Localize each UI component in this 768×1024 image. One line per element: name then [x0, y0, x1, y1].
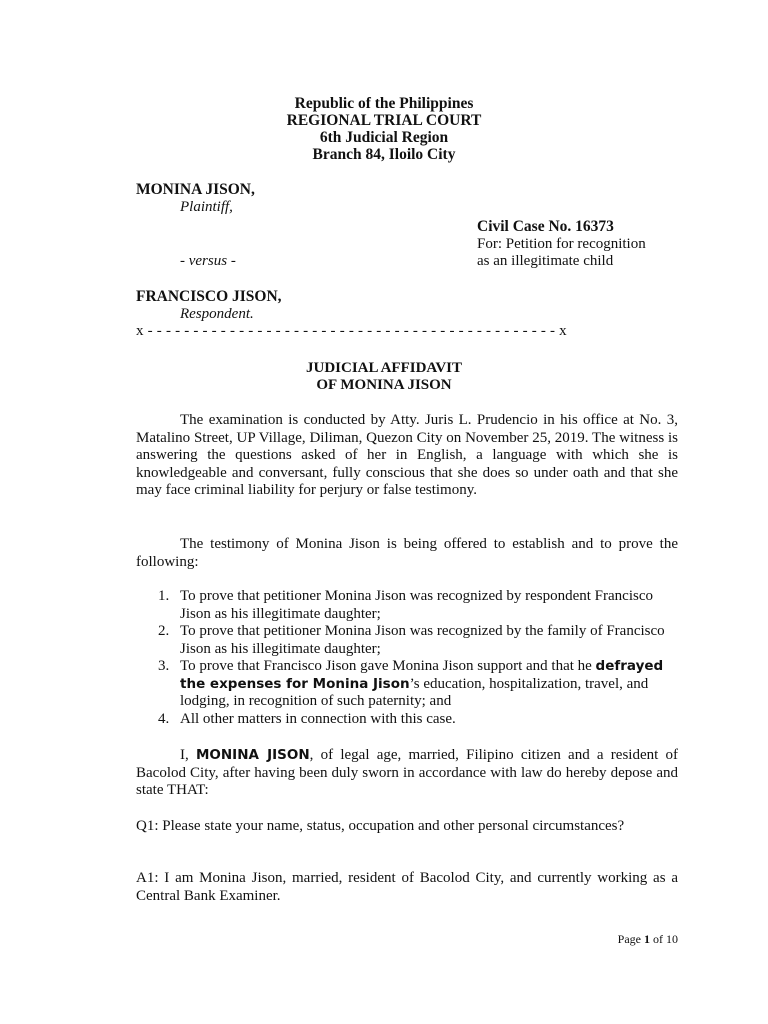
deposition-text: , of legal age, married, Filipino citizen and a resident of Bacolod City, after having been duly sworn in accordance with law do hereby depose and state THAT: — [136, 747, 678, 798]
header-branch: Branch 84, Iloilo City — [312, 146, 456, 163]
list-item-text: All other matters in connection with this case. — [180, 710, 456, 727]
affiant-name: MONINA JISON — [195, 747, 310, 763]
header-republic: Republic of the Philippines — [294, 95, 474, 112]
respondent-role: Respondent. — [180, 306, 254, 322]
deposition-paragraph — [136, 747, 678, 800]
list-item — [136, 588, 678, 623]
list-item-text-after: ’s education, hospitalization, travel, and lodging, in recognition of such paternity; and — [180, 675, 649, 709]
list-item — [136, 658, 678, 711]
case-nature-line2: as an illegitimate child — [477, 253, 614, 269]
question-1: Q1: Please state your name, status, occupation and other personal circumstances? — [136, 818, 625, 834]
case-number: Civil Case No. 16373 — [477, 218, 614, 235]
list-item-number: 4. — [158, 710, 170, 727]
list-item-number: 1. — [158, 588, 170, 604]
list-item-text: To prove that petitioner Monina Jison was recognized by the family of Francisco Jison as his illegitimate daughter; — [180, 623, 665, 657]
page-footer — [618, 932, 678, 947]
list-item-text-before: To prove that Francisco Jison gave Monina Jison support and that he — [180, 658, 596, 674]
versus-label: - versus - — [180, 253, 236, 269]
case-nature-line1: For: Petition for recognition — [477, 236, 646, 252]
deposition-prefix: I, — [180, 747, 196, 763]
list-item — [136, 623, 678, 658]
list-item — [136, 711, 678, 729]
page-total: 10 — [666, 932, 678, 946]
intro-text: The examination is conducted by Atty. Juris L. Prudencio in his office at No. 3, Matalino Street, UP Village, Diliman, Quezon City on November 25, 2019. The witness is answering the questions asked of her in English, a language with which she is knowledgeable and conversant, fully conscious that she does so under oath and that she may face criminal liability for perjury or false testimony. — [136, 412, 678, 498]
plaintiff-name: MONINA JISON, — [136, 181, 255, 198]
purposes-list — [136, 588, 678, 728]
affidavit-title: JUDICIAL AFFIDAVIT — [305, 360, 462, 376]
header-region: 6th Judicial Region — [319, 129, 449, 146]
plaintiff-role: Plaintiff, — [180, 199, 233, 215]
page-label: Page — [617, 932, 641, 946]
affidavit-subtitle: OF MONINA JISON — [316, 377, 452, 393]
page-number: 1 — [644, 932, 650, 946]
purpose-intro-paragraph — [136, 536, 678, 571]
purpose-intro-text: The testimony of Monina Jison is being offered to establish and to prove the following: — [136, 536, 678, 570]
intro-paragraph — [136, 412, 678, 500]
respondent-name: FRANCISCO JISON, — [136, 288, 282, 305]
list-item-text: To prove that petitioner Monina Jison was recognized by respondent Francisco Jison as his illegitimate daughter; — [180, 588, 653, 622]
header-court: REGIONAL TRIAL COURT — [286, 112, 482, 129]
list-item-number: 3. — [158, 658, 170, 674]
of-label: of — [653, 932, 663, 946]
caption-separator: x - - - - - - - - - - - - - - - - - - - - - - - - - - - - - - - - - - - - - - - - - - - - - x — [136, 323, 567, 339]
list-item-text-bold: defrayed the expenses for Monina Jison — [180, 658, 664, 692]
answer-1: A1: I am Monina Jison, married, resident of Bacolod City, and currently working as a Central Bank Examiner. — [136, 870, 678, 904]
list-item-number: 2. — [158, 623, 170, 639]
